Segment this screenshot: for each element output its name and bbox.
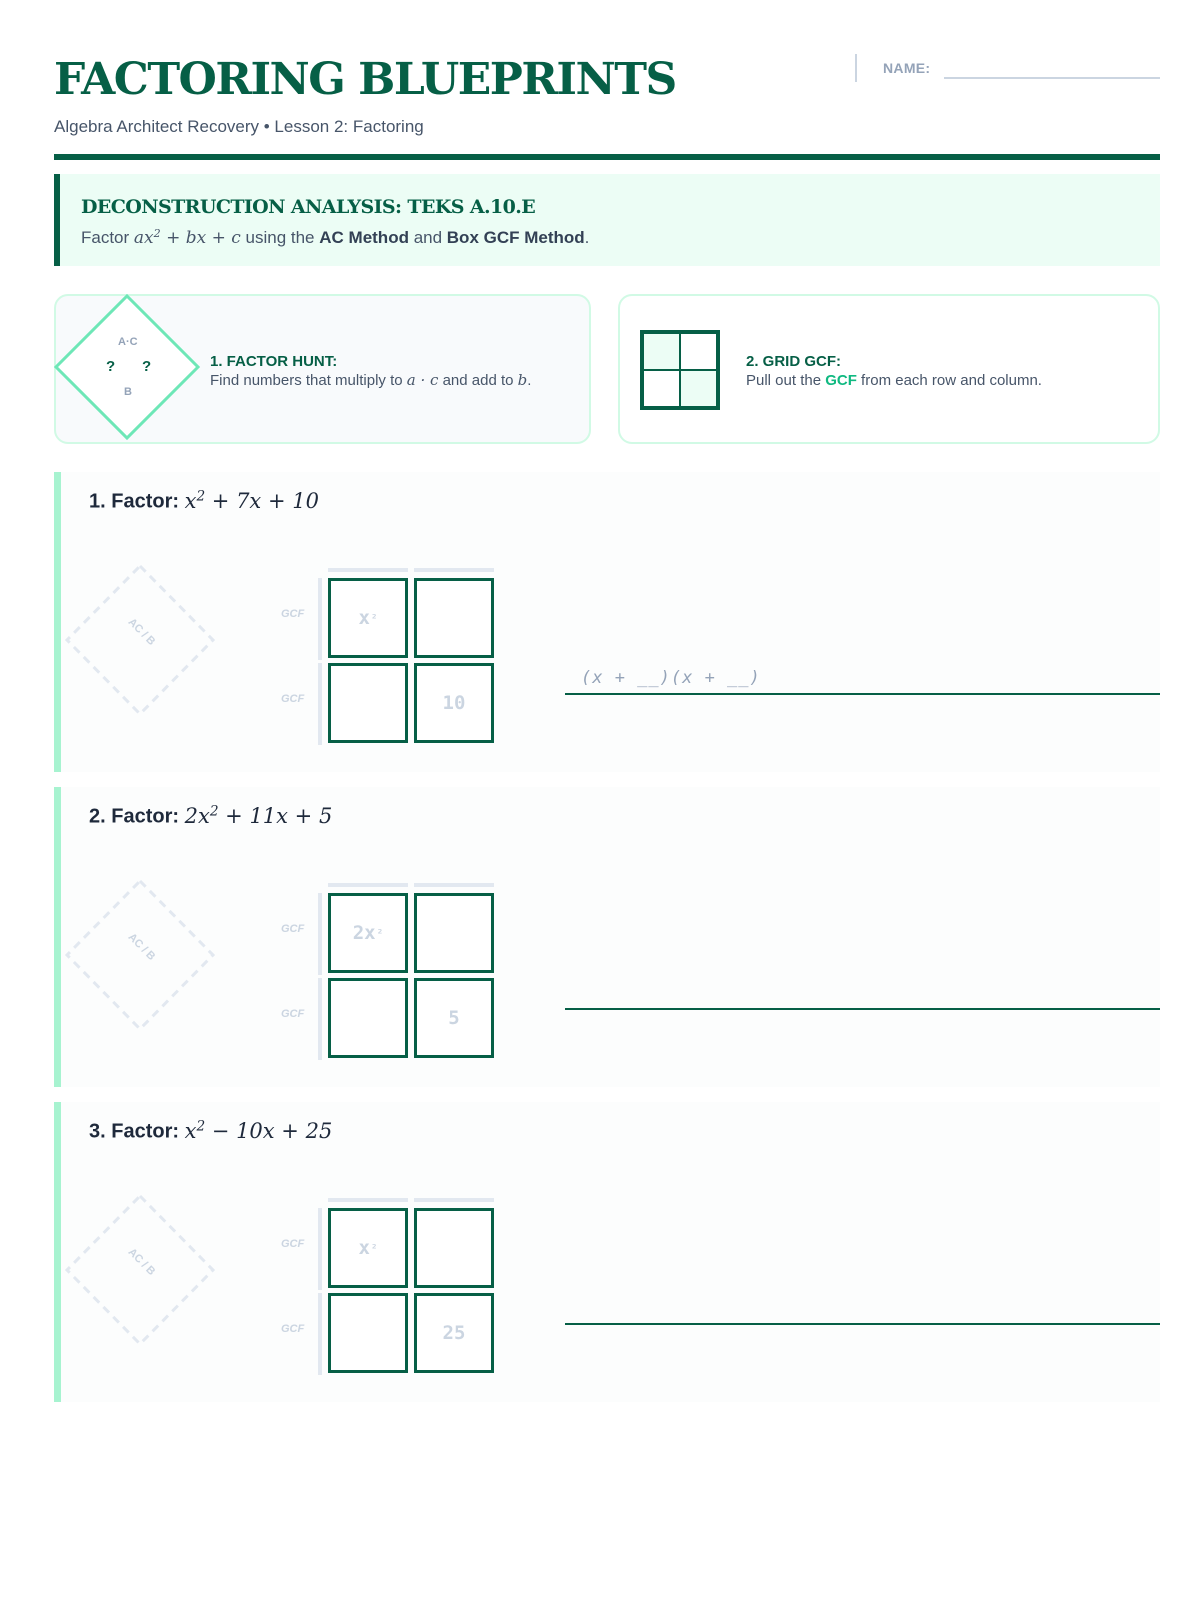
cell-term: x	[358, 1237, 370, 1259]
box-cell-top-right[interactable]	[414, 578, 494, 658]
cell-term: x	[358, 607, 370, 629]
diamond-left-q: ?	[106, 358, 116, 375]
row-gcf-bar	[318, 893, 322, 975]
box-cell-top-right[interactable]	[414, 893, 494, 973]
cell-constant: 25	[442, 1322, 466, 1344]
ac-diamond-workspace[interactable]	[61, 560, 231, 720]
ghost-label: AC / B	[125, 931, 158, 963]
expr-exponent: 2	[153, 227, 161, 240]
row-gcf-label: GCF	[281, 923, 305, 935]
col-gcf-bar	[328, 1198, 408, 1202]
problem-title	[89, 1118, 332, 1144]
problem-2	[54, 787, 1160, 1087]
expr-rest: + 11x + 5	[218, 803, 333, 828]
ghost-label: AC / B	[125, 1246, 158, 1278]
col-gcf-bar	[328, 568, 408, 572]
method-box-gcf: Box GCF Method	[446, 228, 585, 248]
cell-exp: ²	[376, 926, 384, 940]
fh-end: .	[527, 372, 532, 389]
problem-1	[54, 472, 1160, 772]
problem-title	[89, 803, 332, 829]
expr-rest: − 10x + 25	[205, 1118, 333, 1143]
problem-title	[89, 488, 319, 514]
expr-exp: 2	[196, 1118, 206, 1134]
answer-line[interactable]	[565, 1008, 1160, 1010]
expr-exp: 2	[196, 488, 206, 504]
expr-lead: 2x	[184, 803, 210, 828]
diamond-shape	[54, 294, 204, 444]
diamond-right-q: ?	[142, 358, 152, 375]
expr-rest: + 7x + 10	[205, 488, 319, 513]
problem-label: 1. Factor:	[89, 490, 180, 513]
row-gcf-bar	[318, 978, 322, 1060]
col-gcf-bar	[414, 1198, 494, 1202]
expr-lead: x	[184, 488, 197, 513]
header-divider	[54, 154, 1160, 160]
answer-line[interactable]	[565, 1323, 1160, 1325]
box-cell-top-left[interactable]	[328, 578, 408, 658]
page-title: FACTORING BLUEPRINTS	[54, 54, 676, 105]
factor-hunt-text	[210, 352, 531, 390]
cell-constant: 5	[448, 1007, 460, 1029]
problem-label: 2. Factor:	[89, 805, 180, 828]
box-method-grid	[281, 883, 501, 1063]
ac-diamond-workspace[interactable]	[61, 1190, 231, 1350]
problem-expression	[185, 1119, 333, 1143]
row-gcf-bar	[318, 1208, 322, 1290]
objective-expression	[134, 228, 241, 248]
ac-diamond-workspace[interactable]	[61, 875, 231, 1035]
box-cell-bottom-right[interactable]	[414, 1293, 494, 1373]
grid-icon	[640, 330, 720, 410]
box-cell-bottom-right[interactable]	[414, 978, 494, 1058]
problem-expression	[185, 489, 319, 513]
factor-hunt-desc	[210, 371, 531, 390]
grid-icon-cell	[680, 333, 717, 370]
objective-mid1: using the	[240, 228, 320, 248]
row-gcf-label: GCF	[281, 608, 305, 620]
objective-text	[81, 227, 1160, 248]
cell-exp: ²	[370, 1241, 378, 1255]
objective-end: .	[584, 228, 590, 248]
name-field-group	[855, 54, 1160, 82]
cell-term: 2x	[352, 922, 376, 944]
box-cell-top-right[interactable]	[414, 1208, 494, 1288]
cell-exp: ²	[370, 611, 378, 625]
gg-highlight: GCF	[825, 372, 857, 389]
row-gcf-bar	[318, 663, 322, 745]
row-gcf-label: GCF	[281, 1008, 305, 1020]
grid-icon-cell	[680, 370, 717, 407]
worksheet-page	[54, 0, 1160, 1600]
box-cell-top-left[interactable]	[328, 1208, 408, 1288]
problem-label: 3. Factor:	[89, 1120, 180, 1143]
grid-icon-cell	[643, 333, 680, 370]
expr-lead: x	[184, 1118, 197, 1143]
box-method-grid	[281, 1198, 501, 1378]
row-gcf-label: GCF	[281, 693, 305, 705]
col-gcf-bar	[414, 568, 494, 572]
grid-gcf-text	[746, 352, 1042, 390]
row-gcf-label: GCF	[281, 1238, 305, 1250]
expr-exp: 2	[209, 803, 219, 819]
name-input-line[interactable]	[944, 54, 1160, 79]
box-method-grid	[281, 568, 501, 748]
box-cell-bottom-left[interactable]	[328, 663, 408, 743]
row-gcf-bar	[318, 578, 322, 660]
gg-post: from each row and column.	[856, 372, 1042, 389]
page-subtitle: Algebra Architect Recovery • Lesson 2: Factoring	[54, 117, 424, 136]
problem-3	[54, 1102, 1160, 1402]
ghost-label: AC / B	[125, 616, 158, 648]
objective-banner	[54, 174, 1160, 266]
fh-pre: Find numbers that multiply to	[210, 372, 407, 389]
box-cell-bottom-left[interactable]	[328, 978, 408, 1058]
objective-prefix: Factor	[81, 228, 130, 248]
cell-constant: 10	[442, 692, 466, 714]
ac-diamond-icon	[56, 296, 206, 446]
box-cell-top-left[interactable]	[328, 893, 408, 973]
col-gcf-bar	[328, 883, 408, 887]
grid-icon-cell	[643, 370, 680, 407]
answer-hint: (x + __)(x + __)	[581, 668, 761, 688]
objective-title: DECONSTRUCTION ANALYSIS: TEKS A.10.E	[81, 196, 536, 218]
problem-expression	[185, 804, 333, 828]
objective-mid2: and	[408, 228, 447, 248]
row-gcf-label: GCF	[281, 1323, 305, 1335]
diamond-bottom-label: B	[124, 386, 132, 398]
diamond-top-label: A·C	[118, 336, 138, 348]
strategy-card-factor-hunt	[54, 294, 591, 444]
fh-math-ac: a · c	[406, 371, 439, 389]
strategy-card-grid-gcf	[618, 294, 1160, 444]
box-cell-bottom-left[interactable]	[328, 1293, 408, 1373]
grid-gcf-desc	[746, 371, 1042, 390]
expr-rest: + bx + c	[160, 228, 241, 249]
box-cell-bottom-right[interactable]	[414, 663, 494, 743]
gg-pre: Pull out the	[746, 372, 826, 389]
fh-mid: and add to	[438, 372, 518, 389]
name-label: NAME:	[883, 60, 931, 76]
method-ac: AC Method	[319, 228, 409, 248]
factor-hunt-heading: 1. FACTOR HUNT:	[210, 353, 338, 370]
row-gcf-bar	[318, 1293, 322, 1375]
expr-ax: ax	[133, 228, 154, 249]
col-gcf-bar	[414, 883, 494, 887]
answer-line[interactable]	[565, 693, 1160, 695]
grid-gcf-heading: 2. GRID GCF:	[746, 353, 842, 370]
fh-math-b: b	[517, 371, 528, 389]
